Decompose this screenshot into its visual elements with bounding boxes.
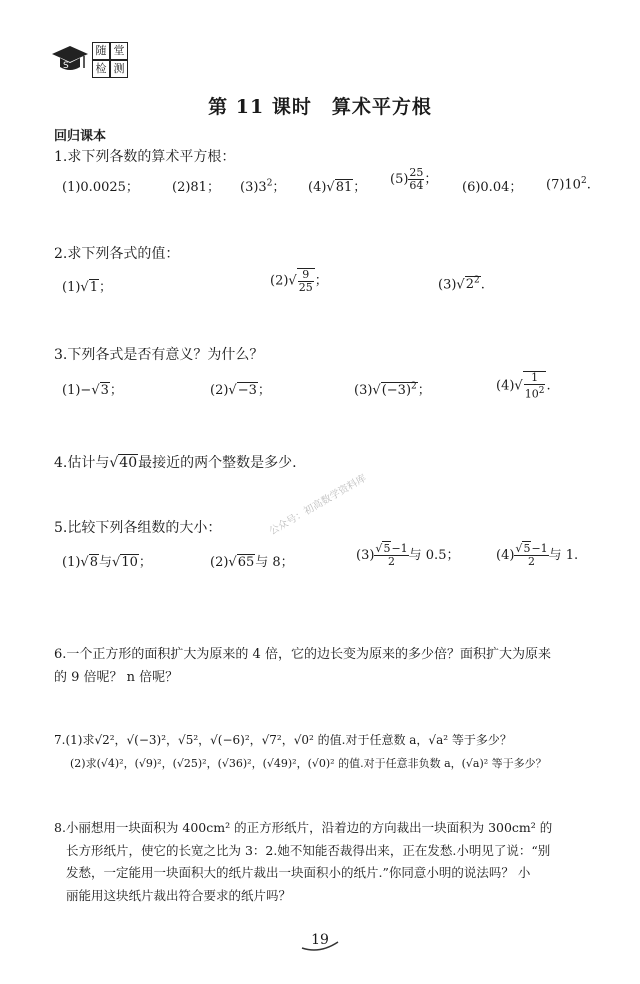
q5-item: (2)√65与 8； — [210, 555, 294, 570]
q1-item: $(3)3^2$； — [240, 178, 286, 195]
badge-char: 测 — [110, 60, 128, 78]
q1-item: (6)0.04； — [462, 180, 523, 195]
q1-item: (4)√81； — [308, 180, 367, 195]
question-3: 3.下列各式是否有意义？为什么？ — [54, 347, 264, 363]
q3-item: (1)−√3； — [62, 383, 123, 398]
q2-item: (2)√ $\frac{9}{25}$ ； — [270, 268, 328, 294]
q3-item: (2)√−3； — [210, 383, 271, 398]
badge-char: 随 — [92, 42, 110, 60]
svg-text:S: S — [63, 61, 69, 71]
q5-item: (1)√8与√10； — [62, 555, 152, 570]
watermark: 公众号：初高数学资料库 — [267, 472, 369, 538]
lesson-badge — [50, 40, 156, 80]
q1-item: (1)0.0025； — [62, 180, 139, 195]
question-8-line: 丽能用这块纸片裁出符合要求的纸片吗？ — [66, 888, 292, 903]
q1-item: (2)81； — [172, 180, 220, 195]
badge-char: 检 — [92, 60, 110, 78]
q1-item: (5) $\frac{25}{64}$ ； — [390, 166, 438, 192]
question-8-line: 长方形纸片，使它的长宽之比为 3：2.她不知能否裁得出来，正在发愁.小明见了说：“别 — [66, 843, 551, 858]
question-8-line: 发愁，一定能用一块面积大的纸片裁出一块面积小的纸片.”你同意小明的说法吗？ 小 — [66, 865, 531, 880]
section-heading: 回归课本 — [54, 129, 107, 144]
question-5: 5.比较下列各组数的大小： — [54, 520, 222, 536]
question-3-items — [62, 371, 622, 405]
q5-item: (4) $\frac{√5-1}{2}$ 与 1. — [496, 542, 579, 568]
question-8-line: 8.小丽想用一块面积为 400cm² 的正方形纸片，沿着边的方向裁出一块面积为 300cm² 的 — [54, 820, 553, 835]
q3-item: (4)√ $\frac{1}{10^2}$ . — [496, 371, 551, 401]
question-2-items — [62, 268, 622, 302]
q3-item: $(3)√(-3)^2$； — [354, 381, 431, 398]
badge-char: 堂 — [110, 42, 128, 60]
q5-item: (3) $\frac{√5-1}{2}$ 与 0.5； — [356, 542, 460, 568]
question-1-items — [62, 166, 622, 198]
question-2: 2.求下列各式的值： — [54, 246, 180, 262]
q1-item: $(7)10^2$. — [546, 176, 591, 193]
question-7-line: (2)求(√4)²，(√9)²，(√25)²，(√36)²，(√49)²，(√0)² 的值.对于任意非负数 a，(√a)² 等于多少？ — [70, 757, 547, 770]
graduation-cap-icon — [50, 40, 90, 80]
page-number: 19 — [300, 928, 340, 952]
page-title: 第 11 课时 算术平方根 — [208, 96, 432, 118]
question-7-line: 7.(1)求√2²，√(−3)²，√5²，√(−6)²，√7²，√0² 的值.对于任意数 a，√a² 等于多少？ — [54, 733, 512, 747]
question-1: 1.求下列各数的算术平方根： — [54, 149, 236, 165]
question-4: 4.估计与√40最接近的两个整数是多少. — [54, 455, 297, 471]
question-6-line: 的 9 倍呢？ n 倍呢？ — [54, 670, 179, 685]
q2-item: $(3)√2^2$. — [438, 276, 485, 293]
question-5-items — [62, 542, 622, 577]
question-6-line: 6.一个正方形的面积扩大为原来的 4 倍，它的边长变为原来的多少倍？面积扩大为原来 — [54, 647, 551, 662]
q2-item: (1)√1； — [62, 280, 113, 295]
